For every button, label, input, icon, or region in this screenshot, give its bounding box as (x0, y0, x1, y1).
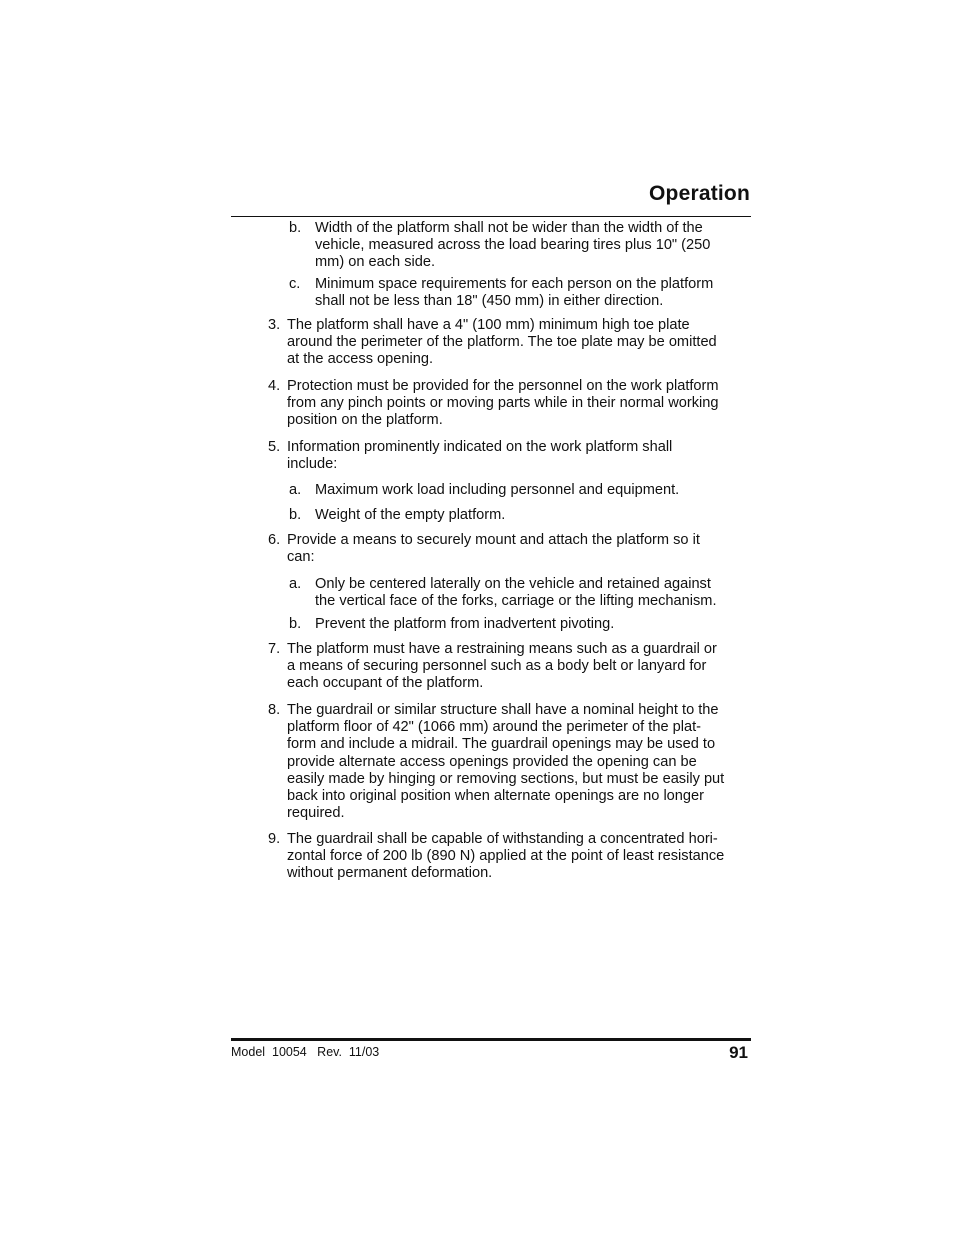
list-item-text (287, 641, 753, 693)
footer-model-revision: Model 10054 Rev. 11/03 (231, 1045, 380, 1059)
text-line: zontal force of 200 lb (890 N) applied at the point of least resistance (287, 848, 725, 865)
text-line: Protection must be provided for the personnel on the work platform (287, 378, 719, 394)
list-item-text (287, 317, 753, 369)
list-marker: 7. (268, 641, 281, 657)
list-item-text (287, 702, 753, 822)
list-marker: 3. (268, 317, 281, 333)
text-line: The platform shall have a 4" (100 mm) minimum high toe plate (287, 317, 690, 333)
text-line: The guardrail or similar structure shall have a nominal height to the (287, 702, 719, 718)
list-item-text (315, 482, 751, 499)
footer-rule (231, 1038, 751, 1041)
section-title: Operation (649, 182, 750, 205)
list-item-text (315, 576, 751, 610)
list-item-text (315, 616, 751, 633)
list-marker: a. (289, 482, 302, 498)
header-rule (231, 216, 751, 217)
list-item-text (315, 220, 751, 272)
text-line: include: (287, 456, 338, 473)
list-marker: 4. (268, 378, 281, 394)
list-marker: 9. (268, 831, 281, 847)
list-item-text (315, 507, 751, 524)
text-line: mm) on each side. (315, 254, 436, 271)
list-item-text (315, 276, 751, 310)
list-marker: 6. (268, 532, 281, 548)
list-marker: b. (289, 616, 302, 632)
text-line: each occupant of the platform. (287, 675, 484, 692)
text-line: Maximum work load including personnel and equipment. (315, 482, 680, 498)
list-item-text (287, 532, 753, 566)
text-line: form and include a midrail. The guardrail openings may be used to (287, 736, 716, 753)
text-line: The platform must have a restraining means such as a guardrail or (287, 641, 717, 657)
list-marker: b. (289, 507, 302, 523)
page-number: 91 (729, 1043, 748, 1062)
text-line: required. (287, 805, 345, 822)
list-marker: b. (289, 220, 302, 236)
text-line: Only be centered laterally on the vehicle and retained against (315, 576, 711, 592)
list-marker: c. (289, 276, 301, 292)
list-item-text (287, 378, 753, 430)
text-line: The guardrail shall be capable of withstanding a concentrated hori- (287, 831, 718, 847)
text-line: from any pinch points or moving parts while in their normal working (287, 395, 719, 412)
text-line: the vertical face of the forks, carriage or the lifting mechanism. (315, 593, 717, 610)
text-line: vehicle, measured across the load bearing tires plus 10" (250 (315, 237, 711, 254)
text-line: around the perimeter of the platform. The toe plate may be omitted (287, 334, 717, 351)
text-line: back into original position when alternate openings are no longer (287, 788, 705, 805)
text-line: a means of securing personnel such as a body belt or lanyard for (287, 658, 707, 675)
text-line: can: (287, 549, 315, 566)
text-line: platform floor of 42" (1066 mm) around the perimeter of the plat- (287, 719, 702, 736)
text-line: position on the platform. (287, 412, 443, 429)
text-line: at the access opening. (287, 351, 434, 368)
text-line: Weight of the empty platform. (315, 507, 506, 523)
text-line: Prevent the platform from inadvertent pivoting. (315, 616, 615, 632)
text-line: Width of the platform shall not be wider than the width of the (315, 220, 703, 236)
text-line: easily made by hinging or removing sections, but must be easily put (287, 770, 725, 787)
text-line: provide alternate access openings provided the opening can be (287, 753, 697, 770)
list-marker: a. (289, 576, 302, 592)
list-item-text (287, 831, 753, 883)
text-line: Minimum space requirements for each person on the platform (315, 276, 714, 292)
list-marker: 5. (268, 439, 281, 455)
text-line: Provide a means to securely mount and attach the platform so it (287, 532, 700, 548)
text-line: without permanent deformation. (287, 865, 493, 882)
text-line: shall not be less than 18" (450 mm) in either direction. (315, 293, 664, 310)
list-marker: 8. (268, 702, 281, 718)
text-line: Information prominently indicated on the work platform shall (287, 439, 673, 455)
list-item-text (287, 439, 753, 473)
